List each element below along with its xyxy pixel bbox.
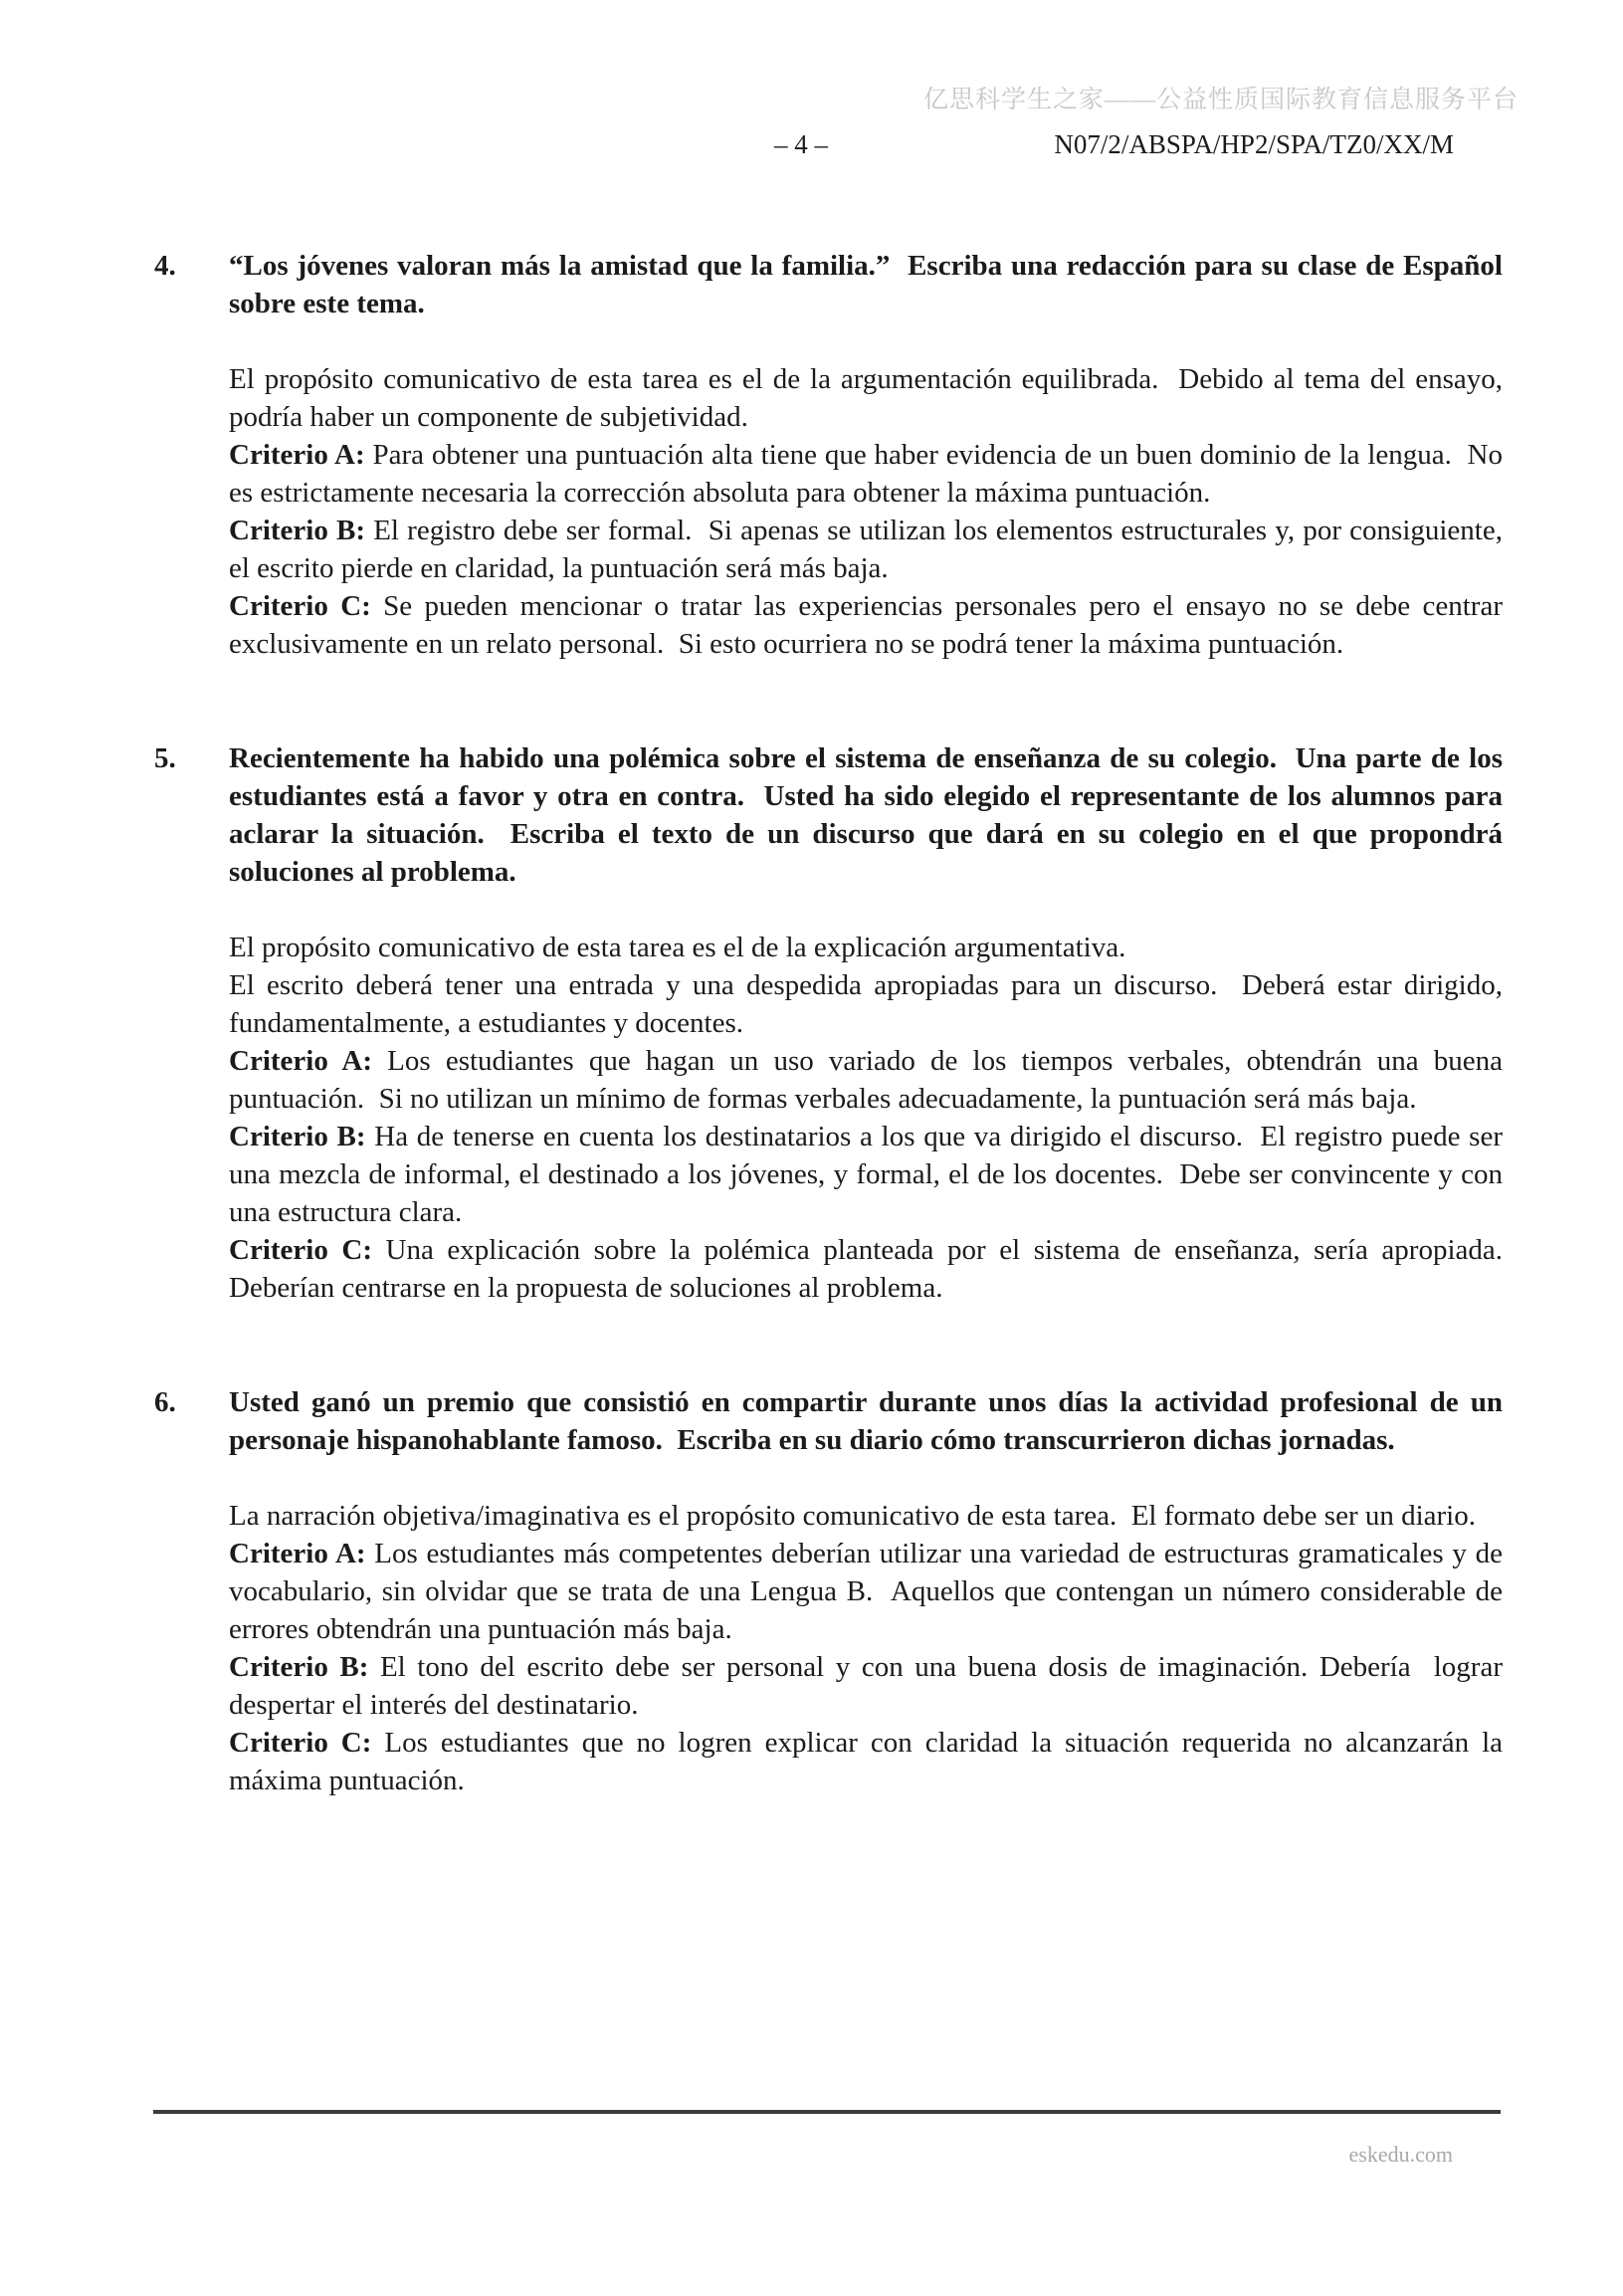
question-section (154, 1383, 1503, 1799)
guideline-paragraph (229, 1648, 1503, 1724)
guideline-paragraph (229, 929, 1503, 966)
footer-site-label: eskedu.com (1348, 2142, 1453, 2167)
criterion-label: Criterio C: (229, 1234, 386, 1266)
document-code: N07/2/ABSPA/HP2/SPA/TZ0/XX/M (1054, 129, 1454, 159)
guideline-text: Ha de tenerse en cuenta los destinatarios a los que va dirigido el discurso. El registro puede ser una mezcla de informal, el destinado a los jóvenes, y formal, el de los docentes. Debe ser convincente y con una estructura clara. (229, 1121, 1503, 1228)
criterion-label: Criterio B: (229, 1121, 375, 1152)
criterion-label: Criterio C: (229, 1727, 385, 1759)
criterion-label: Criterio B: (229, 1651, 380, 1683)
question-prompt: Recientemente ha habido una polémica sobre el sistema de enseñanza de su colegio. Una parte de los estudiantes está a favor y otra en contra. Usted ha sido elegido el representante de los alumnos para aclarar la situación. Escriba el texto de un discurso que dará en su colegio en el que propondrá soluciones al problema. (229, 742, 1503, 888)
question-body (229, 1383, 1503, 1799)
criterion-label: Criterio A: (229, 439, 373, 471)
guideline-paragraph (229, 1231, 1503, 1307)
question-prompt: Usted ganó un premio que consistió en compartir durante unos días la actividad profesional de un personaje hispanohablante famoso. Escriba en su diario cómo transcurrieron dichas jornadas. (229, 1386, 1503, 1456)
guideline-text: Los estudiantes que hagan un uso variado de los tiempos verbales, obtendrán una buena puntuación. Si no utilizan un mínimo de formas verbales adecuadamente, la puntuación será más baja. (229, 1045, 1503, 1115)
guideline-paragraph (229, 966, 1503, 1042)
guidelines (229, 360, 1503, 663)
criterion-label: Criterio B: (229, 515, 374, 546)
guideline-paragraph (229, 1497, 1503, 1535)
question-number: 5. (154, 742, 176, 774)
question-section (154, 247, 1503, 663)
question-body (229, 739, 1503, 1307)
guideline-text: Los estudiantes más competentes deberían utilizar una variedad de estructuras gramaticales y de vocabulario, sin olvidar que se trata de una Lengua B. Aquellos que contengan un número considerable de errores obtendrán una puntuación más baja. (229, 1538, 1503, 1645)
guideline-paragraph (229, 587, 1503, 663)
page-number: – 4 – (774, 129, 828, 159)
guideline-text: El tono del escrito debe ser personal y con una buena dosis de imaginación. Debería lograr despertar el interés del destinatario. (229, 1651, 1503, 1721)
guideline-text: Para obtener una puntuación alta tiene que haber evidencia de un buen dominio de la lengua. No es estrictamente necesaria la corrección absoluta para obtener la máxima puntuación. (229, 439, 1503, 509)
question-prompt: “Los jóvenes valoran más la amistad que la familia.” Escriba una redacción para su clase de Español sobre este tema. (229, 250, 1503, 319)
watermark-text: 亿思科学生之家——公益性质国际教育信息服务平台 (923, 87, 1520, 113)
criterion-label: Criterio C: (229, 590, 384, 622)
sections-container (154, 247, 1503, 1876)
guidelines (229, 929, 1503, 1307)
guideline-text: Se pueden mencionar o tratar las experiencias personales pero el ensayo no se debe centrar exclusivamente en un relato personal. Si esto ocurriera no se podrá tener la máxima puntuación. (229, 590, 1503, 660)
guideline-paragraph (229, 1118, 1503, 1231)
criterion-label: Criterio A: (229, 1538, 375, 1569)
guideline-text: La narración objetiva/imaginativa es el propósito comunicativo de esta tarea. El formato debe ser un diario. (229, 1500, 1476, 1532)
guideline-text: El escrito deberá tener una entrada y una despedida apropiadas para un discurso. Deberá estar dirigido, fundamentalmente, a estudiantes y docentes. (229, 969, 1503, 1039)
guideline-paragraph (229, 1042, 1503, 1118)
guideline-paragraph (229, 436, 1503, 512)
question-section (154, 739, 1503, 1307)
criterion-label: Criterio A: (229, 1045, 388, 1077)
guideline-paragraph (229, 1724, 1503, 1799)
footer-divider (153, 2110, 1501, 2114)
guideline-text: El registro debe ser formal. Si apenas se utilizan los elementos estructurales y, por consiguiente, el escrito pierde en claridad, la puntuación será más baja. (229, 515, 1503, 584)
guideline-paragraph (229, 360, 1503, 436)
question-body (229, 247, 1503, 663)
guideline-text: El propósito comunicativo de esta tarea es el de la argumentación equilibrada. Debido al tema del ensayo, podría haber un componente de subjetividad. (229, 363, 1503, 433)
guideline-paragraph (229, 512, 1503, 587)
guideline-text: Una explicación sobre la polémica planteada por el sistema de enseñanza, sería apropiada. Deberían centrarse en la propuesta de soluciones al problema. (229, 1234, 1503, 1304)
guideline-paragraph (229, 1535, 1503, 1648)
guidelines (229, 1497, 1503, 1799)
guideline-text: El propósito comunicativo de esta tarea es el de la explicación argumentativa. (229, 932, 1126, 963)
guideline-text: Los estudiantes que no logren explicar con claridad la situación requerida no alcanzarán la máxima puntuación. (229, 1727, 1503, 1796)
question-number: 6. (154, 1386, 176, 1418)
question-number: 4. (154, 250, 176, 282)
